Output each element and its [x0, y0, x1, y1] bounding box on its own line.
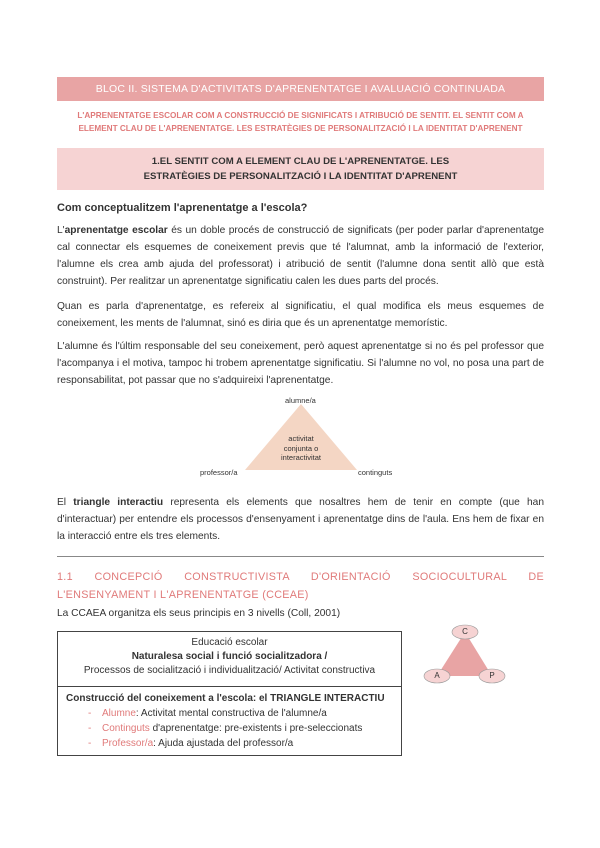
levels-intro: La CCAEA organitza els seus principis en 3 nivells (Coll, 2001): [57, 608, 341, 619]
p4-rest: representa els elements que nosaltres hem de tenir en compte (que han d'interactuar) per entendre els processos d'ensenyament i aprenentatge dins de l'aula. Ens hem de fixar en la interacció entre els tres elements.: [57, 497, 545, 542]
list-text: : Ajuda ajustada del professor/a: [153, 738, 294, 749]
section-banner-line-1: 1.EL SENTIT COM A ELEMENT CLAU DE L'APRENENTATGE. LES: [151, 156, 450, 167]
bullet-dash: -: [88, 738, 92, 749]
box1-line-2: Naturalesa social i funció socialitzadora /: [131, 651, 328, 662]
bloc-banner: BLOC II. SISTEMA D'ACTIVITATS D'APRENENTATGE I AVALUACIÓ CONTINUADA: [57, 77, 544, 101]
p4-bold-term: triangle interactiu: [73, 497, 164, 508]
subtitle-line-1: L'APRENENTATGE ESCOLAR COM A CONSTRUCCIÓ DE SIGNIFICATS I ATRIBUCIÓ DE SENTIT. EL SENTIT COM A: [77, 111, 524, 120]
list-text: d'aprenentatge: pre-existents i pre-seleccionats: [149, 723, 363, 734]
list-text: : Activitat mental constructiva de l'alumne/a: [135, 708, 327, 719]
paragraph-2: Quan es parla d'aprenentatge, es refereix al significatiu, el qual modifica els meus esquemes de coneixement, les ments de l'alumnat, sinó es diria que és un aprenentatge memorístic.: [57, 301, 544, 329]
list-term: Professor/a: [102, 738, 154, 749]
triangle-center-line-2: conjunta o: [283, 443, 319, 453]
bullet-dash: -: [88, 723, 92, 734]
mini-label-right: P: [489, 671, 495, 680]
bullet-dash: -: [88, 708, 92, 719]
mini-label-top: C: [462, 627, 468, 636]
p4-prefix: El: [57, 497, 74, 508]
p1-prefix: L': [57, 225, 65, 236]
list-term: Alumne: [102, 708, 136, 719]
list-term: Continguts: [102, 723, 150, 734]
mini-label-left: A: [434, 671, 440, 680]
p1-rest: és un doble procés de construcció de significats (per poder parlar d'aprenentatge cal connectar els esquemes de coneixement previs que té l'alumnat, amb la informació de l'exterior, l'alumne els crea amb ajuda del professorat) i atribució de sentit (l'alumne dona sentit allò que està construint). Per realitzar un aprenentatge significatiu calen les dues parts del procés.: [57, 225, 544, 287]
question-heading: Com conceptualitzem l'aprenentatge a l'escola?: [57, 202, 308, 214]
box2-heading: Construcció del coneixement a l'escola: el TRIANGLE INTERACTIU: [66, 693, 385, 704]
triangle-label-left: professor/a: [200, 468, 238, 477]
triangle-center-line-1: activitat: [288, 434, 314, 443]
subsection-heading: 1.1 CONCEPCIÓ CONSTRUCTIVISTA D'ORIENTACIÓ SOCIOCULTURAL DE L'ENSENYAMENT I L'APRENENTATGE (CCEAE): [57, 571, 544, 601]
subtitle-line-2: ELEMENT CLAU DE L'APRENENTATGE. LES ESTRATÈGIES DE PERSONALITZACIÓ I LA IDENTITAT D'APRENENT: [78, 124, 523, 133]
p1-bold-term: aprenentatge escolar: [64, 225, 168, 236]
triangle-label-right: continguts: [358, 468, 393, 477]
paragraph-3: L'alumne és l'últim responsable del seu coneixement, però aquest aprenentatge si no és pel professor que l'acompanya i el motiva, tampoc hi trobem aprenentatge significatiu. Si l'alumne no vol, no posa una part de responsabilitat, pot passar que no s'adquireixi l'aprenentatge.: [57, 341, 544, 386]
box1-line-3: Processos de socialització i individualització/ Activitat constructiva: [83, 665, 376, 676]
triangle-center-line-3: interactivitat: [280, 453, 322, 462]
box1-line-1: Educació escolar: [191, 637, 268, 648]
triangle-label-top: alumne/a: [285, 396, 316, 405]
section-banner-line-2: ESTRATÈGIES DE PERSONALITZACIÓ I LA IDENTITAT D'APRENENT: [143, 171, 458, 182]
